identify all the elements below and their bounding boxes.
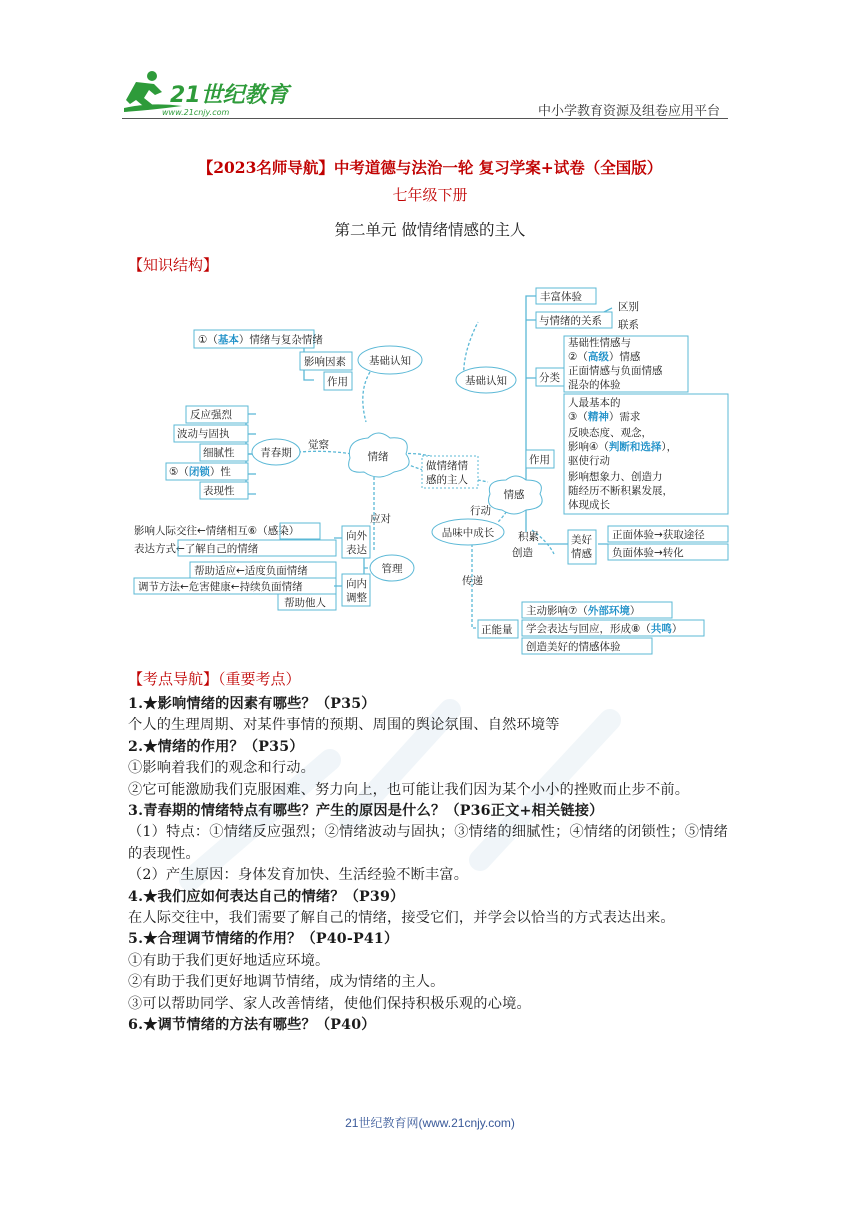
- center-theme: [422, 456, 478, 488]
- svg-text:做情绪情: 做情绪情: [426, 460, 468, 472]
- svg-text:感的主人: 感的主人: [426, 474, 468, 486]
- svg-text:区别: 区别: [618, 301, 639, 313]
- label-create-2: 创造: [512, 547, 533, 559]
- svg-text:体现成长: 体现成长: [568, 499, 610, 511]
- svg-text:美好: 美好: [571, 534, 592, 546]
- question-3: 3.青春期的情绪特点有哪些？产生的原因是什么？（P36正文+相关链接）: [128, 803, 604, 820]
- relation: 与情绪的关系: [539, 315, 602, 327]
- question-6: 6.★调节情绪的方法有哪些？（P40）: [128, 1017, 376, 1034]
- svg-text:管理: 管理: [381, 563, 403, 575]
- svg-text:混杂的体验: 混杂的体验: [568, 379, 621, 391]
- svg-text:波动与固执: 波动与固执: [177, 428, 230, 440]
- unit-title: 第二单元 做情绪情感的主人: [334, 221, 526, 239]
- svg-text:向内: 向内: [346, 578, 367, 590]
- svg-text:影响想象力、创造力: 影响想象力、创造力: [568, 471, 663, 483]
- svg-text:学会表达与回应，形成⑧（共鸣）: 学会表达与回应，形成⑧（共鸣）: [526, 623, 683, 635]
- svg-text:表现性: 表现性: [203, 485, 235, 497]
- svg-text:正能量: 正能量: [481, 624, 513, 636]
- answer-3-2: （2）产生原因：身体发育加快、生活经验不断丰富。: [128, 867, 469, 884]
- express-box: [342, 526, 370, 558]
- label-aware: 觉察: [308, 439, 329, 451]
- answer-5-3: ③可以帮助同学、家人改善情绪，使他们保持积极乐观的心境。: [128, 995, 531, 1012]
- svg-text:人最基本的: 人最基本的: [568, 397, 621, 409]
- svg-text:向外: 向外: [346, 530, 367, 542]
- feeling-node: [489, 476, 543, 514]
- svg-text:负面体验→转化: 负面体验→转化: [612, 547, 684, 559]
- answer-2-2: ②它可能激励我们克服困难、努力向上，也可能让我们因为某个小小的挫败而止步不前。: [128, 781, 690, 798]
- svg-text:基础性情感与: 基础性情感与: [568, 337, 631, 349]
- document-title: 【2023名师导航】中考道德与法治一轮 复习学案+试卷（全国版）: [197, 158, 663, 177]
- label-action: 行动: [470, 505, 491, 517]
- svg-text:细腻性: 细腻性: [203, 447, 235, 459]
- question-4: 4.★我们应如何表达自己的情绪？（P39）: [128, 888, 405, 905]
- svg-text:表达: 表达: [346, 544, 367, 556]
- svg-text:基础认知: 基础认知: [369, 355, 411, 367]
- question-1: 1.★影响情绪的因素有哪些？（P35）: [128, 696, 376, 712]
- header-divider: [122, 118, 728, 119]
- platform-name: 中小学教育资源及组卷应用平台: [538, 104, 721, 119]
- svg-text:反映态度、观念，: 反映态度、观念，: [568, 427, 652, 439]
- svg-text:影响④（判断和选择），: 影响④（判断和选择），: [568, 441, 678, 453]
- site-logo: [122, 68, 292, 118]
- svg-text:正面情感与负面情感: 正面情感与负面情感: [568, 365, 663, 377]
- svg-text:随经历不断积累发展，: 随经历不断积累发展，: [568, 485, 673, 497]
- classify: 分类: [539, 372, 560, 384]
- svg-text:基础认知: 基础认知: [465, 375, 507, 387]
- youth-node: [252, 439, 300, 465]
- answer-1-1: 个人的生理周期、对某件事情的预期、周围的舆论氛围、自然环境等: [128, 717, 560, 734]
- grow-node: [432, 519, 504, 545]
- footer-link[interactable]: 21世纪教育网(www.21cnjy.com): [345, 1116, 515, 1130]
- svg-text:情绪: 情绪: [367, 451, 389, 463]
- right-basic-node: [456, 367, 516, 393]
- question-2: 2.★情绪的作用？（P35）: [128, 738, 304, 755]
- answer-4-1: 在人际交往中，我们需要了解自己的情绪，接受它们，并学会以恰当的方式表达出来。: [128, 910, 675, 927]
- knowledge-mindmap: [128, 282, 732, 658]
- svg-text:创造美好的情感体验: 创造美好的情感体验: [526, 641, 621, 653]
- positive-box: [478, 620, 518, 638]
- label-pass: 传递: [462, 575, 483, 587]
- svg-text:表达方式←了解自己的情绪: 表达方式←了解自己的情绪: [134, 543, 259, 555]
- svg-text:情感: 情感: [571, 548, 592, 560]
- answer-3-1: （1）特点：①情绪反应强烈；②情绪波动与固执；③情绪的细腻性；④情绪的闭锁性；⑤情绪的表现性。: [128, 824, 728, 862]
- answer-5-2: ②有助于我们更好地调节情绪，成为情绪的主人。: [128, 974, 445, 991]
- question-5: 5.★合理调节情绪的作用？（P40-P41）: [128, 931, 399, 948]
- svg-text:主动影响⑦（外部环境）: 主动影响⑦（外部环境）: [526, 605, 641, 617]
- label-create-1: 积累: [518, 531, 539, 543]
- svg-text:帮助他人: 帮助他人: [284, 597, 326, 609]
- manage-node: [370, 555, 414, 581]
- basic-item-3: 作用: [327, 376, 348, 388]
- svg-text:驱使行动: 驱使行动: [568, 455, 610, 467]
- svg-text:①（基本）情绪与复杂情绪: ①（基本）情绪与复杂情绪: [198, 334, 323, 346]
- label-respond: 应对: [370, 513, 391, 525]
- svg-text:青春期: 青春期: [260, 447, 292, 459]
- svg-text:调节方法←危害健康←持续负面情绪: 调节方法←危害健康←持续负面情绪: [138, 581, 303, 593]
- svg-text:www.21cnjy.com: www.21cnjy.com: [162, 108, 230, 117]
- basic-item-1: ①（: [198, 334, 218, 346]
- grade-title: 七年级下册: [392, 186, 468, 204]
- rich-experience: 丰富体验: [540, 291, 582, 303]
- answer-2-1: ①影响着我们的观念和行动。: [128, 760, 316, 777]
- svg-text:情感: 情感: [503, 489, 525, 501]
- svg-text:正面体验→获取途径: 正面体验→获取途径: [612, 529, 705, 541]
- basic-item-2: 影响因素: [304, 356, 346, 368]
- beautiful-box: [568, 530, 596, 564]
- left-basic-node: [358, 346, 422, 374]
- exam-points: [128, 694, 728, 1037]
- adjust-box: [342, 574, 370, 606]
- answer-5-1: ①有助于我们更好地适应环境。: [128, 952, 330, 969]
- svg-text:影响人际交往←情绪相互⑥（感染）: 影响人际交往←情绪相互⑥（感染）: [134, 525, 300, 537]
- svg-text:21世纪教育: 21世纪教育: [170, 83, 289, 108]
- svg-text:⑤（闭锁）性: ⑤（闭锁）性: [169, 466, 231, 478]
- svg-text:帮助适应←适度负面情绪: 帮助适应←适度负面情绪: [194, 565, 308, 577]
- svg-text:③（精神）需求: ③（精神）需求: [568, 411, 641, 423]
- role: 作用: [529, 454, 550, 466]
- section-knowledge-structure: 【知识结构】: [128, 256, 219, 274]
- svg-text:品味中成长: 品味中成长: [441, 527, 495, 539]
- svg-text:反应强烈: 反应强烈: [190, 409, 232, 421]
- svg-text:②（高级）情感: ②（高级）情感: [568, 351, 641, 363]
- svg-text:联系: 联系: [618, 319, 639, 331]
- svg-text:调整: 调整: [346, 592, 367, 604]
- section-exam-navigation: 【考点导航】（重要考点）: [128, 670, 301, 688]
